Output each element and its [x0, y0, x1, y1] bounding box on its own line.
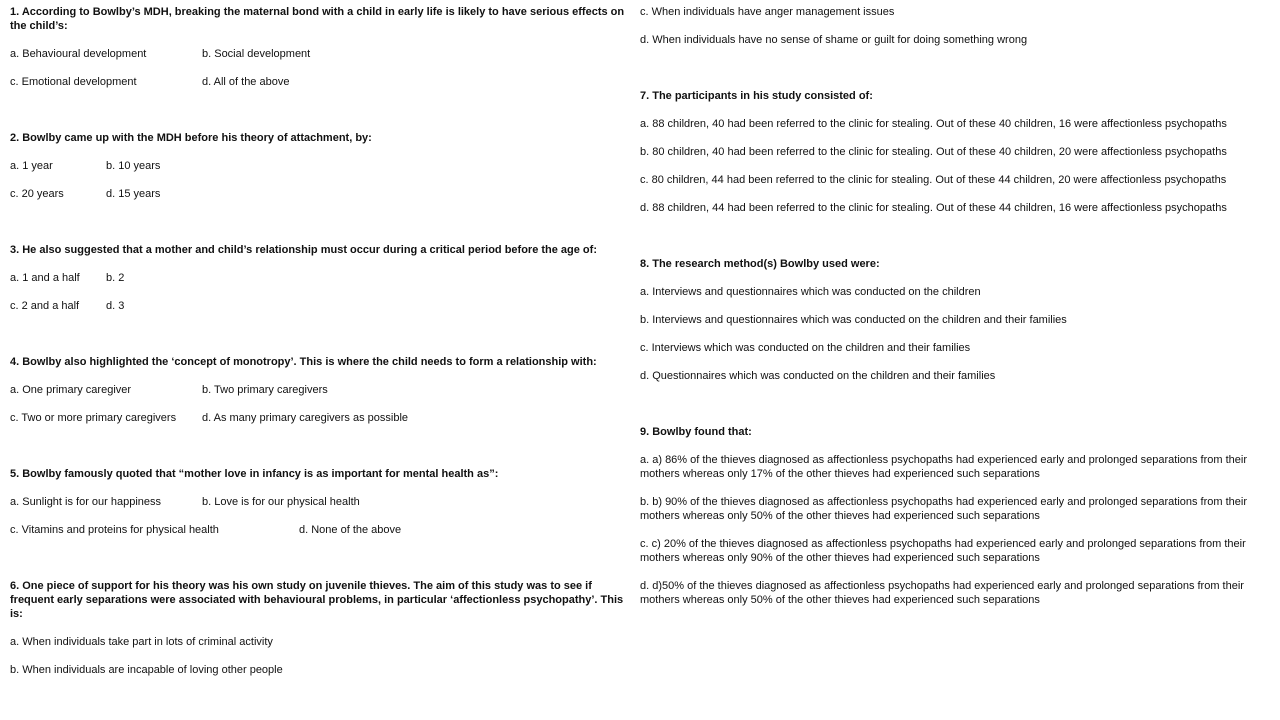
- q1-option-b: b. Social development: [202, 48, 311, 60]
- q2-option-b: b. 10 years: [106, 160, 161, 172]
- q7-option-c: c. 80 children, 44 had been referred to the clinic for stealing. Out of these 44 children, 20 were affectionless psychopaths: [640, 174, 1227, 186]
- q4-option-d: d. As many primary caregivers as possible: [202, 412, 409, 424]
- q2-option-d: d. 15 years: [106, 188, 161, 200]
- q7-option-b: b. 80 children, 40 had been referred to the clinic for stealing. Out of these 40 children, 20 were affectionless psychopaths: [640, 146, 1227, 158]
- question-7: 7. The participants in his study consisted of:: [640, 90, 873, 102]
- q5-option-d: d. None of the above: [299, 524, 402, 536]
- q9-option-b: b. b) 90% of the thieves diagnosed as affectionless psychopaths had experienced early and prolonged separations from their mothers whereas only 50% of the other thieves had experienced such separations: [640, 496, 1248, 522]
- q9-option-c: c. c) 20% of the thieves diagnosed as affectionless psychopaths had experienced early and prolonged separations from their mothers whereas only 90% of the other thieves had experienced such separations: [640, 538, 1246, 564]
- q9-option-d: d. d)50% of the thieves diagnosed as affectionless psychopaths had experienced early and prolonged separations from their mothers whereas only 50% of the other thieves had experienced such separations: [640, 580, 1244, 606]
- q3-option-a: a. 1 and a half: [10, 272, 80, 284]
- q5-option-b: b. Love is for our physical health: [202, 496, 360, 508]
- q6-option-c: c. When individuals have anger management issues: [640, 6, 895, 18]
- q1-option-d: d. All of the above: [202, 76, 290, 88]
- q4-option-b: b. Two primary caregivers: [202, 384, 328, 396]
- q6-option-a: a. When individuals take part in lots of criminal activity: [10, 636, 273, 648]
- q9-option-a: a. a) 86% of the thieves diagnosed as affectionless psychopaths had experienced early and prolonged separations from their mothers whereas only 17% of the other thieves had experienced such separations: [640, 454, 1248, 480]
- q8-option-b: b. Interviews and questionnaires which was conducted on the children and their families: [640, 314, 1067, 326]
- left-column: [10, 5, 626, 677]
- q2-option-a: a. 1 year: [10, 160, 53, 172]
- question-6: 6. One piece of support for his theory was his own study on juvenile thieves. The aim of this study was to see if frequent early separations were associated with behavioural problems, in particular ‘affectionless psychopathy’. This is:: [10, 580, 624, 620]
- q8-option-d: d. Questionnaires which was conducted on the children and their families: [640, 370, 996, 382]
- q7-option-a: a. 88 children, 40 had been referred to the clinic for stealing. Out of these 40 children, 16 were affectionless psychopaths: [640, 118, 1227, 130]
- q5-option-a: a. Sunlight is for our happiness: [10, 496, 162, 508]
- question-3: 3. He also suggested that a mother and child’s relationship must occur during a critical period before the age of:: [10, 244, 597, 256]
- q8-option-c: c. Interviews which was conducted on the children and their families: [640, 342, 971, 354]
- q1-option-a: a. Behavioural development: [10, 48, 147, 60]
- q5-option-c: c. Vitamins and proteins for physical health: [10, 524, 219, 536]
- q8-option-a: a. Interviews and questionnaires which was conducted on the children: [640, 286, 981, 298]
- q4-option-c: c. Two or more primary caregivers: [10, 412, 177, 424]
- q3-option-c: c. 2 and a half: [10, 300, 80, 312]
- q6-option-d: d. When individuals have no sense of shame or guilt for doing something wrong: [640, 34, 1028, 46]
- question-2: 2. Bowlby came up with the MDH before his theory of attachment, by:: [10, 132, 372, 144]
- q4-option-a: a. One primary caregiver: [10, 384, 132, 396]
- q6-option-b: b. When individuals are incapable of loving other people: [10, 664, 283, 676]
- right-column: [640, 5, 1262, 607]
- question-8: 8. The research method(s) Bowlby used were:: [640, 258, 880, 270]
- q3-option-d: d. 3: [106, 300, 125, 312]
- question-5: 5. Bowlby famously quoted that “mother love in infancy is as important for mental health as”:: [10, 468, 499, 480]
- q7-option-d: d. 88 children, 44 had been referred to the clinic for stealing. Out of these 44 children, 16 were affectionless psychopaths: [640, 202, 1227, 214]
- q2-option-c: c. 20 years: [10, 188, 64, 200]
- question-4: 4. Bowlby also highlighted the ‘concept of monotropy’. This is where the child needs to form a relationship with:: [10, 356, 597, 368]
- question-1: 1. According to Bowlby’s MDH, breaking the maternal bond with a child in early life is likely to have serious effects on the child’s:: [10, 6, 625, 32]
- q3-option-b: b. 2: [106, 272, 125, 284]
- q1-option-c: c. Emotional development: [10, 76, 137, 88]
- question-9: 9. Bowlby found that:: [640, 426, 752, 438]
